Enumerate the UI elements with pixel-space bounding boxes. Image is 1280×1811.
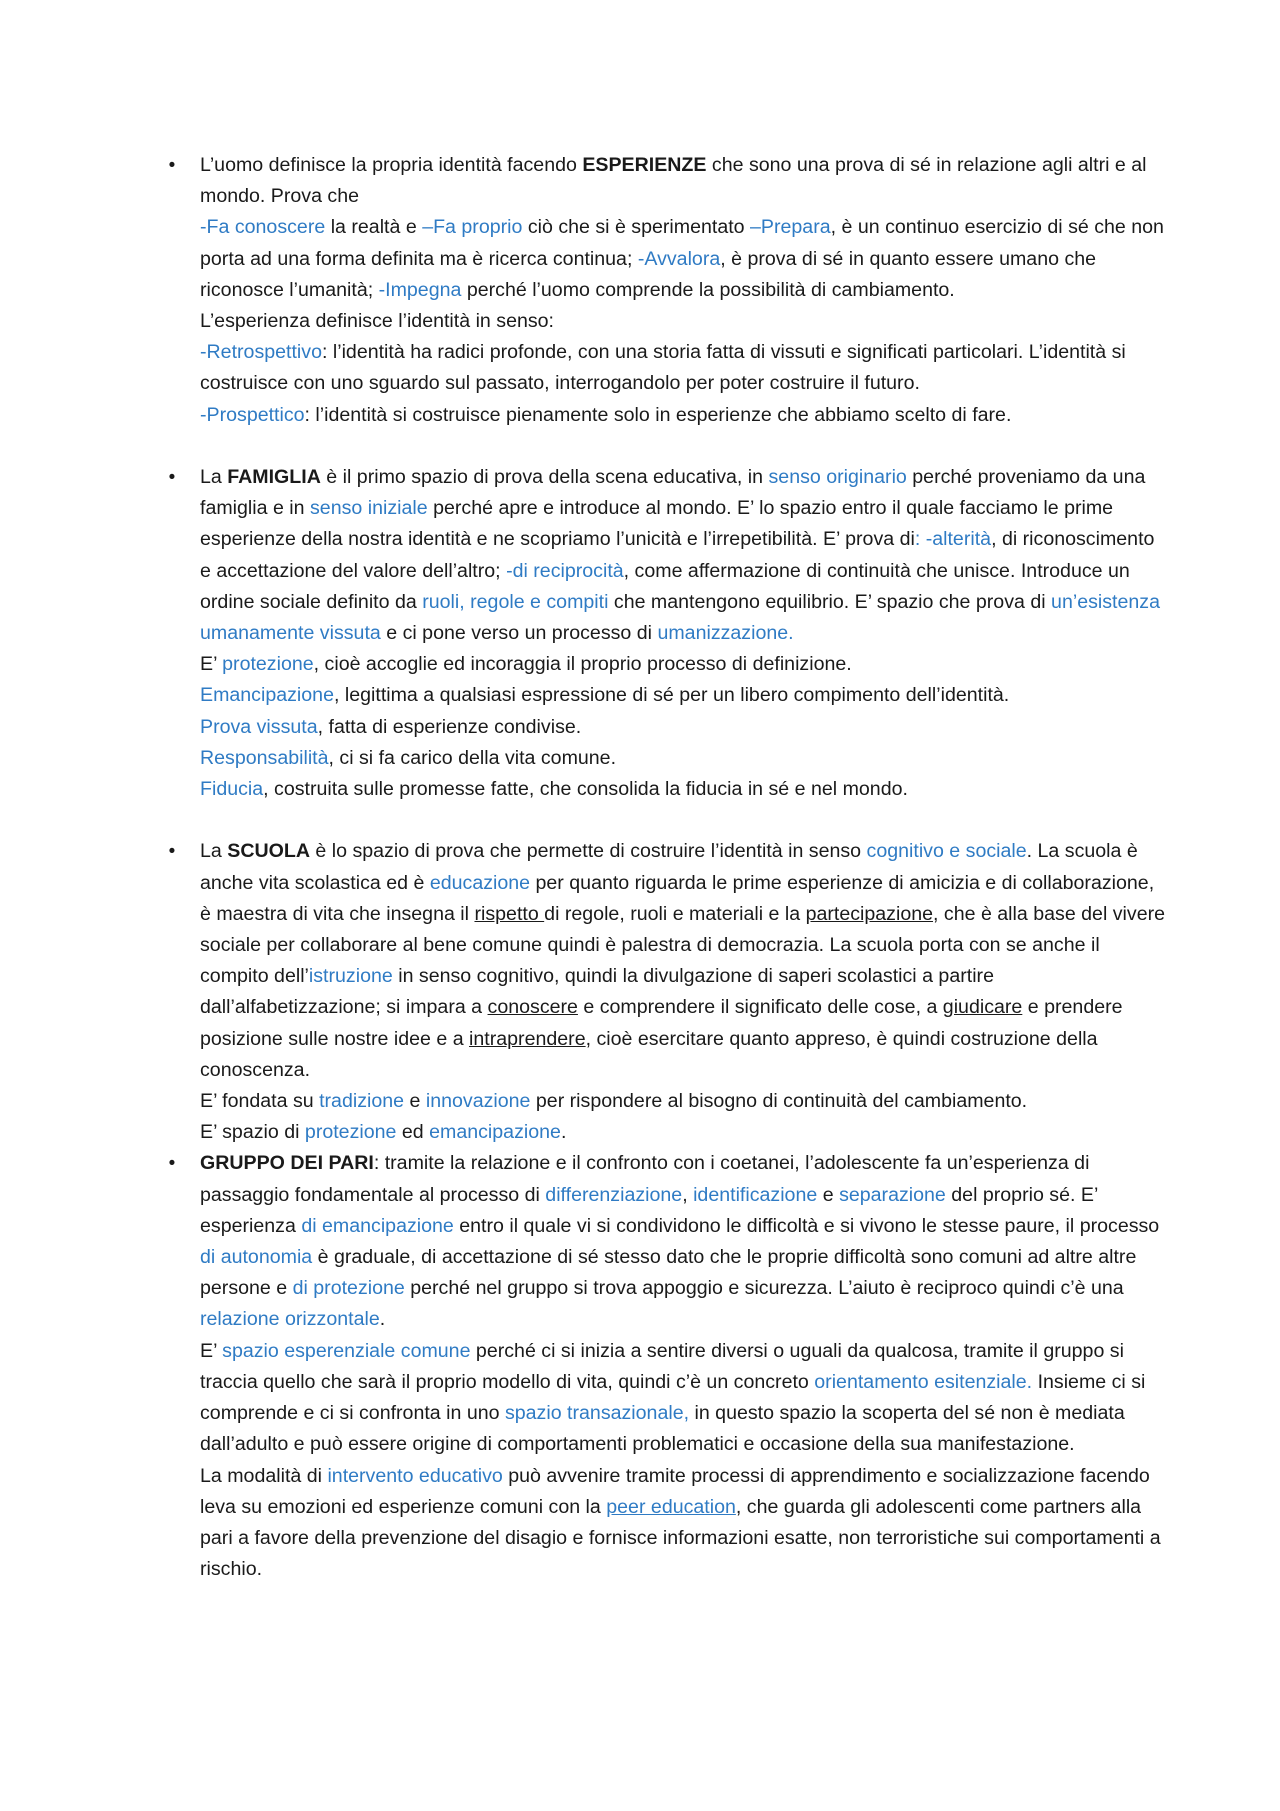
text-run: e prendere posizione sulle nostre idee e a [200,996,1123,1050]
text-run-highlight: –Prepara [750,216,831,239]
text-run-highlight: differenziazione [545,1183,683,1206]
text-run: in questo spazio la scoperta del sé non è mediata dall’adulto e può essere origine di comportamenti problematici e occasione della sua manifestazione. [200,1402,1125,1456]
text-run: , che è alla base del vivere sociale per collaborare al bene comune quindi è palestra di democrazia. La scuola porta con se anche il compito dell’ [200,902,1166,988]
text-run-underline: partecipazione [805,902,934,925]
text-run-bold: FAMIGLIA [227,466,321,489]
text-run: è lo spazio di prova che permette di costruire l’identità in senso [309,840,867,863]
text-run: per rispondere al bisogno di continuità del cambiamento. [530,1090,1028,1113]
text-run: per quanto riguarda le prime esperienze di amicizia e di collaborazione, è maestra di vita che insegna il [200,871,1155,925]
paragraph [200,462,1170,649]
text-run: E’ [200,1339,223,1362]
text-run-highlight: cognitivo e sociale [866,840,1027,863]
text-run-highlight: protezione [304,1121,397,1144]
text-run: L’esperienza definisce l’identità in senso: [200,310,554,333]
text-run: : tramite la relazione e il confronto con i coetanei, l’adolescente fa un’esperienza di passaggio fondamentale al processo di [200,1152,1090,1206]
text-run-highlight: umanizzazione. [657,622,794,645]
text-run-highlight: Fiducia [200,778,264,801]
text-run-highlight: identificazione [693,1183,818,1206]
text-run: , legittima a qualsiasi espressione di sé per un libero compimento dell’identità. [333,684,1010,707]
text-run-highlight: Responsabilità [200,746,329,769]
section-spacer [200,431,1170,462]
paragraph [200,774,1170,805]
paragraph [200,1117,1170,1148]
paragraph [200,212,1170,306]
text-run-highlight: -Prospettico [200,403,305,426]
text-run-highlight: separazione [839,1183,946,1206]
bullet-icon: • [168,841,176,863]
section-spacer [200,805,1170,836]
text-run: e comprendere il significato delle cose, a [577,996,943,1019]
text-run: che sono una prova di sé in relazione agli altri e al mondo. Prova che [200,154,1147,208]
text-run: : l’identità ha radici profonde, con una storia fatta di vissuti e significati particolari. L’identità si costruisce con uno sguardo sul passato, interrogandolo per poter costruire il futuro. [200,341,1126,395]
text-run: perché proveniamo da una famiglia e in [200,466,1146,520]
text-run-highlight: senso iniziale [310,497,428,520]
text-run: , ci si fa carico della vita comune. [328,746,617,769]
text-run-highlight: –Fa proprio [422,216,523,239]
text-run: , come affermazione di continuità che unisce. Introduce un ordine sociale definito da [200,559,1130,613]
text-run: la realtà e [325,216,423,239]
text-run-bold: SCUOLA [227,840,310,863]
text-run: E’ fondata su [200,1090,320,1113]
text-run-highlight: protezione [222,653,314,676]
text-run: . La scuola è anche vita scolastica ed è [200,840,1138,894]
text-run: , che guarda gli adolescenti come partners alla pari a favore della prevenzione del disagio e fornisce informazioni esatte, non terroristiche sui comportamenti a rischio. [200,1495,1161,1581]
text-run-highlight: Prova vissuta [200,715,318,738]
text-run: perché nel gruppo si trova appoggio e sicurezza. L’aiuto è reciproco quindi c’è una [404,1277,1124,1300]
text-run-highlight: spazio transazionale, [504,1402,690,1425]
paragraph [200,1336,1170,1461]
text-run: : l’identità si costruisce pienamente solo in esperienze che abbiamo scelto di fare. [304,403,1012,426]
text-run-highlight: -di reciprocità [506,559,624,582]
text-run-highlight: spazio esperenziale comune [222,1339,471,1362]
text-run-highlight: -Retrospettivo [200,341,322,364]
text-run: Insieme ci si comprende e ci si confronta in uno [200,1370,1146,1425]
paragraph [200,743,1170,774]
text-run: E’ [200,653,223,676]
text-run: , è un continuo esercizio di sé che non porta ad una forma definita ma è ricerca continua; [200,216,1164,270]
text-run-highlight: relazione orizzontale [200,1308,380,1331]
text-run-underline: giudicare [942,996,1023,1019]
text-run-highlight: tradizione [319,1090,405,1113]
text-run-highlight: senso originario [768,466,907,489]
text-run-highlight: Emancipazione [200,684,334,707]
text-run: . [379,1308,386,1331]
text-run-highlight: -Avvalora [637,247,721,270]
text-run: è il primo spazio di prova della scena educativa, in [320,466,769,489]
text-run: , di riconoscimento e accettazione del valore dell’altro; [200,528,1155,582]
text-run: perché apre e introduce al mondo. E’ lo spazio entro il quale facciamo le prime esperienze della nostra identità e ne scopriamo l’unicità e l’irrepetibilità. E’ prova di [200,497,1114,551]
bullet-section [168,150,1170,431]
text-run: e [404,1090,426,1113]
paragraph [200,649,1170,680]
text-run-highlight: : -alterità [914,528,992,551]
text-run: L’uomo definisce la propria identità facendo [200,154,583,176]
text-run: che mantengono equilibrio. E’ spazio che prova di [608,590,1052,613]
text-run-underline: conoscere [487,996,578,1019]
text-run-highlight: istruzione [308,965,393,988]
paragraph [200,306,1170,337]
text-run: , è prova di sé in quanto essere umano che riconosce l’umanità; [200,247,1097,301]
text-run-highlight: un’esistenza umanamente vissuta [200,590,1160,645]
text-run-highlight: emancipazione [429,1121,561,1144]
bullet-icon: • [168,155,176,176]
text-run: , cioè accoglie ed incoraggia il proprio processo di definizione. [313,653,852,676]
text-run-underline: rispetto [474,902,545,925]
paragraph [200,836,1170,1086]
text-run-bold: GRUPPO DEI PARI [200,1152,374,1175]
text-run-highlight: innovazione [425,1090,531,1113]
text-run: La [200,840,228,863]
text-run: può avvenire tramite processi di apprendimento e socializzazione facendo leva su emozioni ed esperienze comuni con la [200,1464,1150,1518]
paragraph [200,1086,1170,1117]
text-run: di regole, ruoli e materiali e la [544,902,806,925]
text-run: La modalità di [200,1464,328,1487]
text-run: La [200,466,228,489]
document-body [168,150,1170,1585]
text-run-highlight: ruoli, regole e compiti [422,590,609,613]
paragraph [200,1148,1170,1335]
paragraph [200,1461,1170,1586]
paragraph [200,400,1170,431]
paragraph [200,680,1170,711]
text-run-highlight: -Impegna [378,278,462,301]
text-run-highlight: -Fa conoscere [200,216,326,239]
text-run: ciò che si è sperimentato [522,216,751,239]
paragraph [200,337,1170,399]
bullet-icon: • [168,467,176,489]
text-run-underline: peer education [606,1495,736,1518]
text-run: del proprio sé. E’ esperienza [200,1183,1098,1237]
text-run: , [682,1183,694,1206]
text-run: in senso cognitivo, quindi la divulgazione di saperi scolastici a partire dall’alfabetizzazione; si impara a [200,965,994,1019]
text-run: ed [396,1121,430,1144]
text-run: . [560,1121,567,1144]
text-run-highlight: di autonomia [200,1246,313,1269]
text-run: perché ci si inizia a sentire diversi o uguali da qualcosa, tramite il gruppo si traccia quello che sarà il proprio modello di vita, quindi c’è un concreto [200,1339,1124,1393]
text-run-highlight: intervento educativo [327,1464,503,1487]
text-run: perché l’uomo comprende la possibilità di cambiamento. [461,278,955,301]
text-run: , cioè esercitare quanto appreso, è quindi costruzione della conoscenza. [200,1027,1098,1081]
text-run: , costruita sulle promesse fatte, che consolida la fiducia in sé e nel mondo. [263,778,908,801]
bullet-icon: • [168,1153,176,1175]
text-run: e ci pone verso un processo di [380,622,658,645]
bullet-section [168,836,1170,1148]
text-run-highlight: di protezione [292,1277,405,1300]
bullet-section [168,1148,1170,1585]
text-run-highlight: orientamento esitenziale. [814,1370,1033,1393]
text-run: è graduale, di accettazione di sé stesso dato che le proprie difficoltà sono comuni ad altre altre persone e [200,1246,1137,1300]
text-run: e [817,1183,840,1206]
paragraph [200,150,1170,212]
text-run: , fatta di esperienze condivise. [317,715,582,738]
text-run-underline: intraprendere [469,1027,586,1050]
text-run-highlight: educazione [429,871,531,894]
text-run-bold: ESPERIENZE [582,154,707,176]
text-run-highlight: di emancipazione [301,1214,454,1237]
text-run: entro il quale vi si condividono le difficoltà e si vivono le stesse paure, il processo [453,1214,1160,1237]
paragraph [200,712,1170,743]
bullet-section [168,462,1170,805]
text-run: E’ spazio di [200,1121,305,1144]
